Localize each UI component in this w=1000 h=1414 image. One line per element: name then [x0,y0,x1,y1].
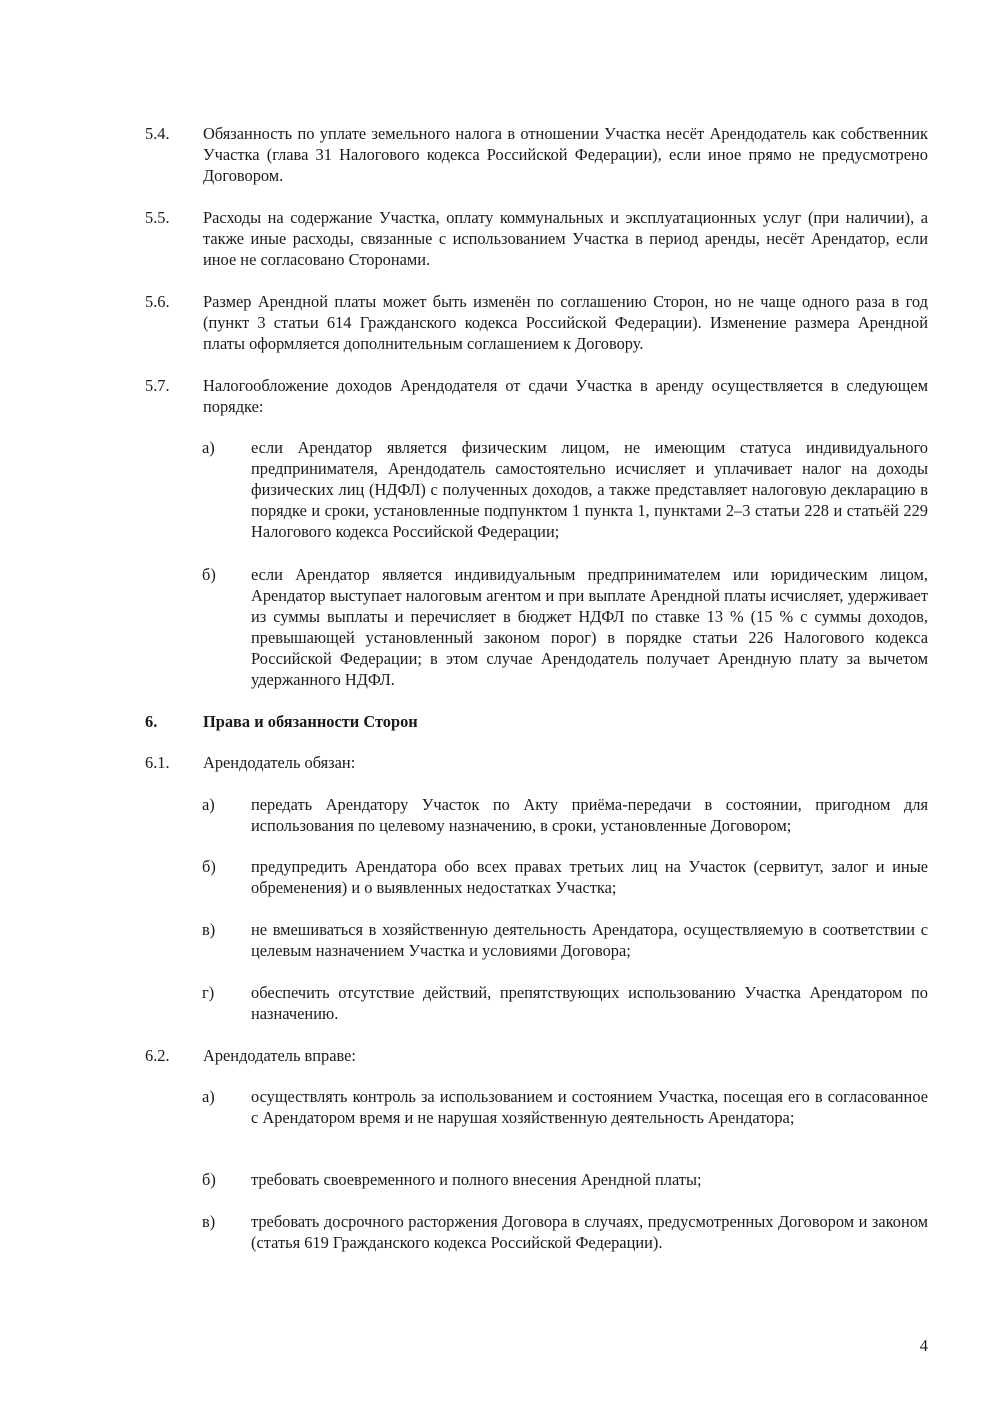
clause-5-7-item-a [202,437,928,542]
item-letter: в) [202,920,216,939]
clause-5-5 [145,207,928,270]
clause-6-1-item-b [202,856,928,898]
item-text: если Арендатор является индивидуальным предпринимателем или юридическим лицом, Арендатор выступает налоговым агентом и при выплате Арендной платы исчисляет, удерживает из суммы выплаты и перечисляет в бюджет НДФЛ по ставке 13 % (15 % с суммы доходов, превышающей установленный законом порог) в порядке статьи 226 Налогового кодекса Российской Федерации; в этом случае Арендодатель получает Арендную плату за вычетом удержанного НДФЛ. [251,565,928,689]
section-6-heading [145,711,928,732]
item-text: предупредить Арендатора обо всех правах третьих лиц на Участок (сервитут, залог и иные обременения) и о выявленных недостатках Участка; [251,857,928,897]
item-letter: б) [202,1170,216,1189]
item-text: требовать своевременного и полного внесения Арендной платы; [251,1170,702,1189]
clause-6-2-item-a [202,1086,928,1128]
clause-text: Размер Арендной платы может быть изменён по соглашению Сторон, но не чаще одного раза в год (пункт 3 статьи 614 Гражданского кодекса Российской Федерации). Изменение размера Арендной платы оформляется дополнительным соглашением к Договору. [203,292,928,353]
clause-text: Арендодатель вправе: [203,1046,356,1065]
item-text: осуществлять контроль за использованием и состоянием Участка, посещая его в согласованное с Арендатором время и не нарушая хозяйственную деятельность Арендатора; [251,1087,928,1127]
clause-number: 6.2. [145,1046,170,1065]
clause-number: 5.5. [145,208,170,227]
item-text: передать Арендатору Участок по Акту приёма-передачи в состоянии, пригодном для использования по целевому назначению, в сроки, установленные Договором; [251,795,928,835]
item-letter: б) [202,565,216,584]
item-text: требовать досрочного расторжения Договора в случаях, предусмотренных Договором и законом (статья 619 Гражданского кодекса Российской Федерации). [251,1212,928,1252]
clause-number: 5.7. [145,376,170,395]
clause-5-6 [145,291,928,354]
clause-text: Арендодатель обязан: [203,753,356,772]
item-text: не вмешиваться в хозяйственную деятельность Арендатора, осуществляемую в соответствии с целевым назначением Участка и условиями Договора; [251,920,928,960]
clause-6-1 [145,752,928,773]
item-letter: в) [202,1212,216,1231]
clause-number: 5.6. [145,292,170,311]
item-text: если Арендатор является физическим лицом, не имеющим статуса индивидуального предпринимателя, Арендодатель самостоятельно исчисляет и уплачивает налог на доходы физических лиц (НДФЛ) с полученных доходов, а также представляет налоговую декларацию в порядке и сроки, установленные подпунктом 1 пункта 1, пунктами 2–3 статьи 228 и статьёй 229 Налогового кодекса Российской Федерации; [251,438,928,541]
section-title: Права и обязанности Сторон [203,712,418,731]
item-letter: б) [202,857,216,876]
clause-number: 5.4. [145,124,170,143]
clause-5-7 [145,375,928,417]
item-letter: а) [202,1087,215,1106]
item-letter: а) [202,795,215,814]
clause-5-7-item-b [202,564,928,690]
clause-6-2-item-c [202,1211,928,1253]
clause-5-4 [145,123,928,186]
item-letter: г) [202,983,215,1002]
item-letter: а) [202,438,215,457]
clause-6-1-item-a [202,794,928,836]
item-text: обеспечить отсутствие действий, препятствующих использованию Участка Арендатором по назначению. [251,983,928,1023]
clause-text: Налогообложение доходов Арендодателя от сдачи Участка в аренду осуществляется в следующем порядке: [203,376,928,416]
clause-6-1-item-d [202,982,928,1024]
clause-6-2 [145,1045,928,1066]
clause-6-2-item-b [202,1169,928,1190]
clause-text: Обязанность по уплате земельного налога в отношении Участка несёт Арендодатель как собственник Участка (глава 31 Налогового кодекса Российской Федерации), если иное прямо не предусмотрено Договором. [203,124,928,185]
clause-text: Расходы на содержание Участка, оплату коммунальных и эксплуатационных услуг (при наличии), а также иные расходы, связанные с использованием Участка в период аренды, несёт Арендатор, если иное не согласовано Сторонами. [203,208,928,269]
clause-6-1-item-c [202,919,928,961]
page-number: 4 [919,1336,928,1355]
section-number: 6. [145,712,158,731]
clause-number: 6.1. [145,753,170,772]
